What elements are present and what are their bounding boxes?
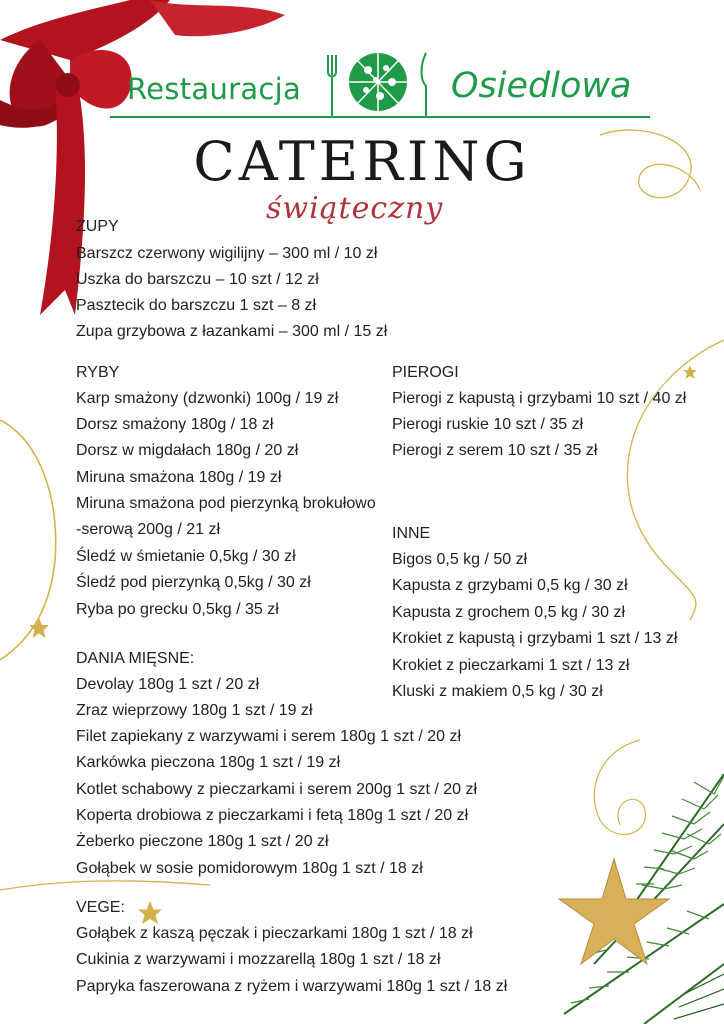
menu-item: Krokiet z kapustą i grzybami 1 szt / 13 zł: [392, 630, 678, 647]
section-title-inne: INNE: [392, 525, 431, 542]
brand-name-left: Restauracja: [127, 72, 302, 106]
page-subtitle: świąteczny: [266, 191, 444, 226]
gold-star-icon: [137, 900, 163, 926]
menu-item: Śledź w śmietanie 0,5kg / 30 zł: [76, 548, 296, 565]
menu-item: Devolay 180g 1 szt / 20 zł: [76, 676, 260, 693]
section-title-zupy: ZUPY: [76, 218, 119, 235]
menu-item: Pierogi z serem 10 szt / 35 zł: [392, 442, 598, 459]
menu-item: Pierogi z kapustą i grzybami 10 szt / 40 zł: [392, 390, 687, 407]
menu-item: Miruna smażona 180g / 19 zł: [76, 469, 282, 486]
menu-item: Dorsz smażony 180g / 18 zł: [76, 416, 274, 433]
menu-item: Miruna smażona pod pierzynką brokułowo: [76, 495, 376, 512]
menu-item: Barszcz czerwony wigilijny – 300 ml / 10 zł: [76, 245, 378, 262]
section-title-vege: VEGE:: [76, 899, 125, 916]
page-title: CATERING: [193, 130, 531, 193]
menu-item: Bigos 0,5 kg / 50 zł: [392, 551, 528, 568]
christmas-tree-branches-icon: [524, 764, 724, 1024]
menu-item: -serową 200g / 21 zł: [76, 521, 221, 538]
pizza-fork-knife-logo-icon: [318, 50, 438, 120]
menu-item: Gołąbek z kaszą pęczak i pieczarkami 180g 1 szt / 18 zł: [76, 925, 473, 942]
header-divider: [110, 116, 650, 118]
menu-item: Cukinia z warzywami i mozzarellą 180g 1 szt / 18 zł: [76, 951, 441, 968]
menu-item: Koperta drobiowa z pieczarkami i fetą 180g 1 szt / 20 zł: [76, 807, 469, 824]
section-title-ryby: RYBY: [76, 364, 120, 381]
menu-item: Kapusta z grzybami 0,5 kg / 30 zł: [392, 577, 628, 594]
menu-item: Uszka do barszczu – 10 szt / 12 zł: [76, 271, 319, 288]
menu-item: Zraz wieprzowy 180g 1 szt / 19 zł: [76, 702, 313, 719]
menu-item: Pierogi ruskie 10 szt / 35 zł: [392, 416, 584, 433]
menu-item: Śledź pod pierzynką 0,5kg / 30 zł: [76, 574, 311, 591]
brand-name-right: Osiedlowa: [451, 66, 632, 106]
menu-item: Dorsz w migdałach 180g / 20 zł: [76, 442, 299, 459]
section-title-pierogi: PIEROGI: [392, 364, 459, 381]
section-title-dania-miesne: DANIA MIĘSNE:: [76, 650, 195, 667]
menu-item: Kotlet schabowy z pieczarkami i serem 200g 1 szt / 20 zł: [76, 781, 478, 798]
menu-item: Karkówka pieczona 180g 1 szt / 19 zł: [76, 754, 341, 771]
menu-item: Zupa grzybowa z łazankami – 300 ml / 15 zł: [76, 323, 388, 340]
menu-item: Ryba po grecku 0,5kg / 35 zł: [76, 601, 279, 618]
menu-item: Żeberko pieczone 180g 1 szt / 20 zł: [76, 833, 329, 850]
menu-item: Kluski z makiem 0,5 kg / 30 zł: [392, 683, 603, 700]
menu-item: Papryka faszerowana z ryżem i warzywami 180g 1 szt / 18 zł: [76, 978, 508, 995]
menu-item: Filet zapiekany z warzywami i serem 180g 1 szt / 20 zł: [76, 728, 462, 745]
menu-item: Karp smażony (dzwonki) 100g / 19 zł: [76, 390, 339, 407]
menu-item: Pasztecik do barszczu 1 szt – 8 zł: [76, 297, 317, 314]
menu-item: Krokiet z pieczarkami 1 szt / 13 zł: [392, 657, 630, 674]
gold-star-icon: [28, 617, 50, 639]
gold-star-icon: [683, 365, 697, 379]
menu-item: Kapusta z grochem 0,5 kg / 30 zł: [392, 604, 626, 621]
menu-item: Gołąbek w sosie pomidorowym 180g 1 szt / 18 zł: [76, 860, 423, 877]
